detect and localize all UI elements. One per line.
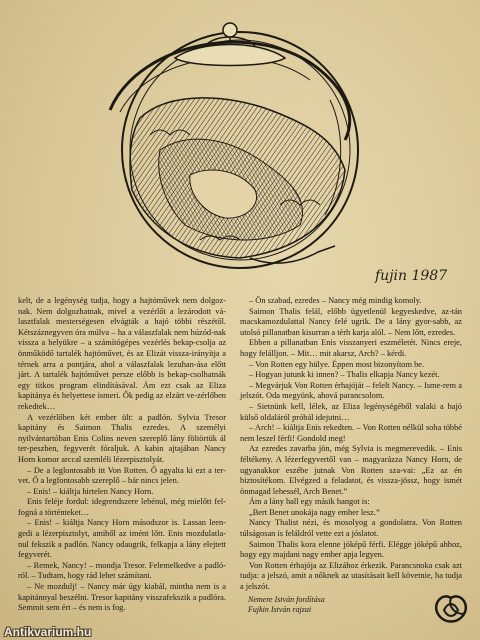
illustration — [0, 0, 480, 290]
paragraph: – Megvárjuk Von Rotten érhajóját – felelt Nancy. – Isme-rem a jelszót. Oda megyünk, ahová parancsolom. — [240, 380, 462, 401]
illustrator-credit: Fujkin István rajzai — [248, 605, 312, 614]
paragraph: Ebben a pillanatban Enis visszanyeri eszméletét. Nincs ereje, hogy felálljon. – Mit… mit akarsz, Arch? – kérdi. — [240, 338, 462, 358]
text-column-left — [18, 296, 226, 626]
paragraph: – Sietnünk kell, lélek, az Eliza legénységéből valaki a hajó külső oldaláról próbál idejutni… — [240, 401, 462, 422]
paragraph: – Remek, Nancy! – mondja Tresor. Felemelkedve a padló-ról. – Tudtam, hogy rád lehet számítani. — [18, 560, 226, 581]
paragraph: Ám a lány hall egy másik hangot is: — [249, 497, 370, 507]
paragraph: Saimon Thalis felál, előbb ügyetlenül kegyeskedve, az-tán macskamozdulattal Nancy felé ugrik. De a lány gyor-sabb, az utolsó pillanatban kisurran a térh karja alól. – Nem lőtt, ezredes. — [240, 306, 462, 337]
paragraph: – Arch! – kiáltja Enis rekedten. – Von Rotten nélkül soha többé nem leszel férfi! Gondold meg! — [240, 423, 462, 443]
paragraph: Az ezredes zavarba jön, még Sylvia is megmerevedik. – Enis féltékeny. A lézerfegyvertől van – magyarázza Nancy Horn, de ugyanakkor eszébe jutnak Von Rotten sza-vai: „Ez az én biztosítékom. Elvégzed a feladatot, és vissza-jössz, hogy ismét önmagad lehessél, Arch Benet.” — [240, 444, 462, 496]
paragraph: Nancy Thalist nézi, és mosolyog a gondolatra. Von Rotten túlságosan is feláldról vette ezt a jóslatot. — [240, 518, 462, 539]
translator-credit: Nemere István fordítása — [248, 595, 325, 604]
paragraph: – Enis! – kiáltja hirtelen Nancy Horn. — [27, 486, 154, 496]
paragraph: – Enis! – kiáltja Nancy Horn másodszor is. Lassan leen-gedi a lézerpisztolyt, amiből az imént lőtt. Enis mozdulatla-nul fekszik a padlón. Nancy odaugrik, felkapja a lány elejtett fegyverét. — [18, 518, 226, 560]
watermark: Antikvarium.hu — [4, 625, 92, 639]
sphere-drawing — [0, 0, 480, 290]
paragraph: A vezérlőben két ember ült: a padlón. Sylvia Tresor kapitány és Saimon Thalis ezredes. A személyi nyilvántartóban Enis Colins neven szereplő lány föltörtük ál ter-peszben, fegyverét fóraljuk. A kabin ajtajában Nancy Horn komor arccal szemléli lézerpisztolyát. — [18, 412, 226, 464]
paragraph: – De a leglontosabb itt Von Rotten. Ő agyalta ki ezt a ter-vet. Ő a legfontosabb szereplő – bár nincs jelen. — [18, 465, 226, 486]
paragraph: – Ne mozdulj! – Nancy már úgy kiabál, mintha nem is a kapitánnyal beszélni. Tresor kapitány visszafekszik a padlóra. Semmit sem ért – és nem is fog. — [18, 582, 226, 613]
knot-ornament-icon — [428, 584, 474, 630]
paragraph: – Ön szabad, ezredes – Nancy még mindig komoly. — [249, 296, 422, 305]
paragraph: Von Rotten érhajója az Elizához érkezik. Parancsnoka csak azt tudja: a jelszó, amit a nőknek az utasításait kell követnie, ha tudja a jelszót. — [240, 560, 462, 592]
paragraph: Enis feléje fordul: idegrendszere lebénul, még mielőtt fel-fogná a történteket… — [18, 497, 226, 517]
paragraph: „Bert Benet unokája nagy ember lesz.” — [249, 507, 380, 517]
paragraph: Saimon Thalis kora elenne jóképű férfi. Elégge jóképű ahhoz, hogy egy majdani nagy ember apja legyen. — [240, 539, 462, 560]
text-column-right — [240, 296, 462, 592]
paragraph: – Hogyan jutunk ki innen? – Thalis elkapja Nancy kezét. — [249, 370, 440, 380]
credits — [248, 595, 418, 615]
paragraph: – Von Rotten egy hülye. Éppen most bizonyítom be. — [249, 359, 425, 369]
paragraph: kelt, de a legénység tudja, hogy a hajtóművek nem dolgoz-nak. Nem dolgozhatnak, mivel a vezérlőt a lezárodott vá-lasztfalak mesterségesen elvágták a hajó többi részétől. Kétszáznegyven óra múlva – ha a válaszfalak nem húzód-nak vissza a helyükre – a számítógépes vezérlés bekap-csolja az önműködő tartalék hajtóművet, és az Elizát vissza-irányítja a térnek arra a pontjára, ahol a válaszfalak lezuhan-ása előtt járt. A tartalék hajtóművet persze előbb is bekap-csolhatnák egy titkos program elindításával. Ám ezt csak az Eliza kapitánya és helyettese ismeri. Ők pedig az elzárt ve-zérlőben rekedtek… — [18, 296, 226, 411]
artist-signature: fujin 1987 — [375, 268, 448, 284]
